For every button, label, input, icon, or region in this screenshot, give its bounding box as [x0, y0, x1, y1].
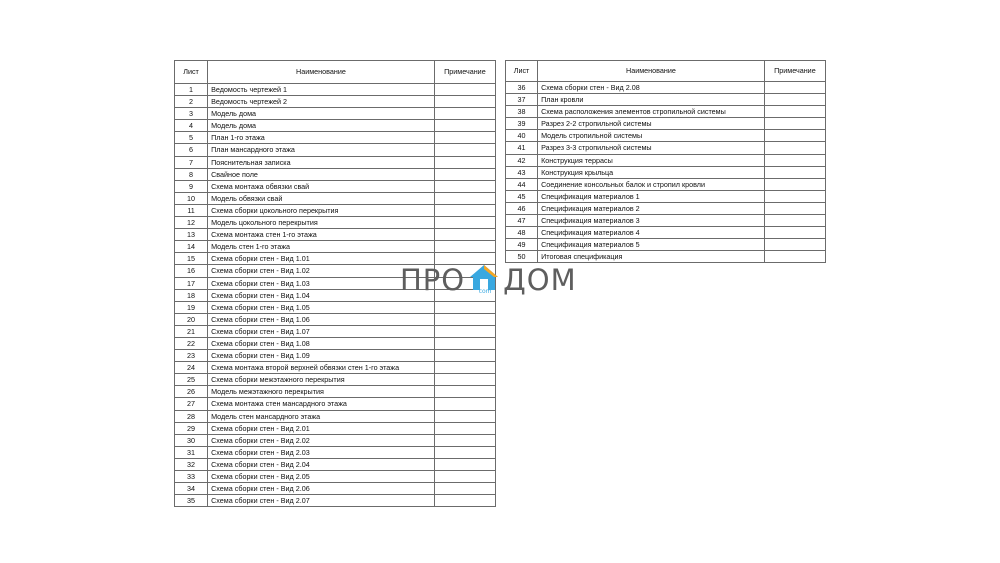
- table-row: [506, 154, 826, 166]
- sheet-name: Схема сборки стен - Вид 1.02: [208, 265, 435, 277]
- sheet-note: [434, 483, 495, 495]
- sheet-note: [764, 202, 825, 214]
- sheet-number: 49: [506, 239, 538, 251]
- table-row: [175, 108, 496, 120]
- table-row: [506, 130, 826, 142]
- watermark-logo: [400, 262, 577, 302]
- sheet-note: [764, 215, 825, 227]
- table-row: [175, 192, 496, 204]
- sheet-number: 41: [506, 142, 538, 154]
- sheet-note: [434, 337, 495, 349]
- sheet-name: Схема сборки стен - Вид 2.07: [208, 495, 435, 507]
- sheet-number: 42: [506, 154, 538, 166]
- table-row: [175, 313, 496, 325]
- sheet-name: Спецификация материалов 4: [538, 227, 765, 239]
- table-row: [506, 118, 826, 130]
- sheet-name: Разрез 3-3 стропильной системы: [538, 142, 765, 154]
- sheet-name: План кровли: [538, 94, 765, 106]
- house-icon: [467, 262, 501, 302]
- sheet-note: [434, 410, 495, 422]
- sheet-note: [764, 251, 825, 263]
- sheet-number: 16: [175, 265, 208, 277]
- sheet-number: 3: [175, 108, 208, 120]
- sheet-name: Схема сборки стен - Вид 2.02: [208, 434, 435, 446]
- sheet-name: План 1-го этажа: [208, 132, 435, 144]
- table-row: [175, 84, 496, 96]
- table-row: [175, 471, 496, 483]
- sheet-name: Модель цокольного перекрытия: [208, 217, 435, 229]
- sheet-name: Свайное поле: [208, 168, 435, 180]
- sheet-note: [764, 142, 825, 154]
- sheet-note: [434, 229, 495, 241]
- sheet-note: [434, 325, 495, 337]
- sheet-number: 35: [175, 495, 208, 507]
- sheet-name: Спецификация материалов 1: [538, 190, 765, 202]
- table-header-row: [175, 61, 496, 84]
- sheet-name: Схема сборки цокольного перекрытия: [208, 204, 435, 216]
- table-row: [175, 446, 496, 458]
- sheet-number: 45: [506, 190, 538, 202]
- sheet-number: 40: [506, 130, 538, 142]
- sheet-name: Спецификация материалов 2: [538, 202, 765, 214]
- sheet-number: 4: [175, 120, 208, 132]
- table-row: [175, 325, 496, 337]
- table-row: [506, 202, 826, 214]
- sheet-number: 32: [175, 458, 208, 470]
- table-row: [175, 374, 496, 386]
- sheet-name: Схема сборки стен - Вид 2.08: [538, 82, 765, 94]
- sheet-number: 27: [175, 398, 208, 410]
- sheet-number: 36: [506, 82, 538, 94]
- sheet-note: [764, 190, 825, 202]
- sheet-name: Ведомость чертежей 1: [208, 84, 435, 96]
- sheet-name: Схема сборки стен - Вид 1.05: [208, 301, 435, 313]
- drawings-list-table-right: [505, 60, 826, 263]
- sheet-note: [434, 84, 495, 96]
- sheet-note: [434, 168, 495, 180]
- sheet-number: 43: [506, 166, 538, 178]
- sheet-number: 50: [506, 251, 538, 263]
- sheet-number: 24: [175, 362, 208, 374]
- sheet-name: Соединение консольных балок и стропил кровли: [538, 178, 765, 190]
- table-row: [506, 227, 826, 239]
- sheet-name: Модель стен мансардного этажа: [208, 410, 435, 422]
- sheet-note: [434, 192, 495, 204]
- sheet-number: 29: [175, 422, 208, 434]
- sheet-name: Схема монтажа стен мансардного этажа: [208, 398, 435, 410]
- table-row: [506, 142, 826, 154]
- sheet-note: [434, 495, 495, 507]
- sheet-name: Схема сборки стен - Вид 2.03: [208, 446, 435, 458]
- sheet-number: 34: [175, 483, 208, 495]
- table-row: [175, 96, 496, 108]
- table-row: [506, 178, 826, 190]
- sheet-number: 38: [506, 106, 538, 118]
- sheet-name: Схема монтажа стен 1-го этажа: [208, 229, 435, 241]
- sheet-note: [434, 217, 495, 229]
- table-row: [175, 120, 496, 132]
- sheet-number: 6: [175, 144, 208, 156]
- sheet-number: 31: [175, 446, 208, 458]
- sheet-note: [434, 132, 495, 144]
- sheet-note: [434, 446, 495, 458]
- sheet-number: 20: [175, 313, 208, 325]
- sheet-number: 17: [175, 277, 208, 289]
- table-row: [175, 301, 496, 313]
- sheet-number: 37: [506, 94, 538, 106]
- sheet-number: 9: [175, 180, 208, 192]
- sheet-name: Конструкция крыльца: [538, 166, 765, 178]
- sheet-number: 11: [175, 204, 208, 216]
- table-row: [175, 337, 496, 349]
- table-row: [506, 239, 826, 251]
- header-name: Наименование: [538, 61, 765, 82]
- sheet-note: [434, 156, 495, 168]
- table-row: [175, 495, 496, 507]
- logo-sub-text: com: [478, 288, 492, 295]
- sheet-number: 44: [506, 178, 538, 190]
- sheet-name: Схема сборки стен - Вид 1.07: [208, 325, 435, 337]
- sheet-name: Схема сборки стен - Вид 2.04: [208, 458, 435, 470]
- sheet-number: 25: [175, 374, 208, 386]
- sheet-name: Схема сборки стен - Вид 2.05: [208, 471, 435, 483]
- sheet-note: [434, 120, 495, 132]
- sheet-name: Схема сборки стен - Вид 1.01: [208, 253, 435, 265]
- sheet-number: 14: [175, 241, 208, 253]
- sheet-note: [434, 241, 495, 253]
- table-row: [506, 94, 826, 106]
- sheet-number: 7: [175, 156, 208, 168]
- sheet-name: Схема расположения элементов стропильной системы: [538, 106, 765, 118]
- sheet-number: 39: [506, 118, 538, 130]
- table-row: [175, 217, 496, 229]
- table-row: [175, 350, 496, 362]
- sheet-number: 22: [175, 337, 208, 349]
- table-row: [175, 483, 496, 495]
- sheet-note: [434, 422, 495, 434]
- sheet-note: [764, 130, 825, 142]
- sheet-note: [434, 313, 495, 325]
- sheet-number: 15: [175, 253, 208, 265]
- sheet-number: 12: [175, 217, 208, 229]
- sheet-name: План мансардного этажа: [208, 144, 435, 156]
- header-note: Примечание: [434, 61, 495, 84]
- table-row: [175, 144, 496, 156]
- sheet-note: [434, 434, 495, 446]
- sheet-note: [434, 350, 495, 362]
- sheet-number: 28: [175, 410, 208, 422]
- sheet-number: 10: [175, 192, 208, 204]
- sheet-name: Модель стропильной системы: [538, 130, 765, 142]
- table-row: [506, 82, 826, 94]
- table-row: [175, 422, 496, 434]
- table-row: [175, 362, 496, 374]
- sheet-note: [764, 106, 825, 118]
- sheet-name: Схема сборки межэтажного перекрытия: [208, 374, 435, 386]
- sheet-name: Разрез 2-2 стропильной системы: [538, 118, 765, 130]
- table-row: [506, 215, 826, 227]
- table-header-row: [506, 61, 826, 82]
- sheet-name: Модель обвязки свай: [208, 192, 435, 204]
- sheet-name: Спецификация материалов 3: [538, 215, 765, 227]
- sheet-name: Модель дома: [208, 120, 435, 132]
- sheet-name: Итоговая спецификация: [538, 251, 765, 263]
- table-row: [175, 204, 496, 216]
- sheet-number: 5: [175, 132, 208, 144]
- sheet-number: 47: [506, 215, 538, 227]
- sheet-note: [764, 178, 825, 190]
- table-row: [175, 458, 496, 470]
- sheet-note: [434, 96, 495, 108]
- sheet-name: Схема сборки стен - Вид 1.09: [208, 350, 435, 362]
- sheet-name: Схема сборки стен - Вид 2.01: [208, 422, 435, 434]
- table-row: [175, 229, 496, 241]
- sheet-note: [764, 166, 825, 178]
- table-row: [175, 398, 496, 410]
- header-note: Примечание: [764, 61, 825, 82]
- sheet-name: Ведомость чертежей 2: [208, 96, 435, 108]
- logo-text-left: ПРО: [400, 263, 466, 297]
- sheet-note: [434, 204, 495, 216]
- sheet-number: 21: [175, 325, 208, 337]
- sheet-number: 23: [175, 350, 208, 362]
- sheet-name: Модель дома: [208, 108, 435, 120]
- table-row: [175, 180, 496, 192]
- sheet-name: Схема сборки стен - Вид 2.06: [208, 483, 435, 495]
- sheet-note: [434, 108, 495, 120]
- sheet-note: [434, 398, 495, 410]
- sheet-note: [764, 118, 825, 130]
- sheet-name: Пояснительная записка: [208, 156, 435, 168]
- table-row: [175, 386, 496, 398]
- table-row: [175, 241, 496, 253]
- sheet-number: 19: [175, 301, 208, 313]
- sheet-number: 18: [175, 289, 208, 301]
- sheet-number: 48: [506, 227, 538, 239]
- sheet-number: 8: [175, 168, 208, 180]
- table-row: [175, 434, 496, 446]
- header-name: Наименование: [208, 61, 435, 84]
- sheet-name: Конструкция террасы: [538, 154, 765, 166]
- sheet-note: [434, 144, 495, 156]
- sheet-number: 33: [175, 471, 208, 483]
- sheet-number: 30: [175, 434, 208, 446]
- table-row: [175, 168, 496, 180]
- sheet-note: [764, 154, 825, 166]
- sheet-number: 2: [175, 96, 208, 108]
- table-row: [175, 132, 496, 144]
- sheet-name: Схема сборки стен - Вид 1.04: [208, 289, 435, 301]
- sheet-note: [764, 82, 825, 94]
- sheet-note: [434, 180, 495, 192]
- sheet-name: Схема монтажа обвязки свай: [208, 180, 435, 192]
- sheet-name: Схема сборки стен - Вид 1.03: [208, 277, 435, 289]
- table-row: [506, 190, 826, 202]
- table-row: [506, 166, 826, 178]
- sheet-name: Модель межэтажного перекрытия: [208, 386, 435, 398]
- sheet-number: 13: [175, 229, 208, 241]
- header-sheet: Лист: [506, 61, 538, 82]
- sheet-number: 26: [175, 386, 208, 398]
- sheet-name: Спецификация материалов 5: [538, 239, 765, 251]
- logo-text-right: ДОМ: [503, 263, 577, 297]
- sheet-note: [764, 227, 825, 239]
- table-row: [175, 156, 496, 168]
- sheet-note: [434, 458, 495, 470]
- sheet-note: [434, 301, 495, 313]
- table-row: [506, 106, 826, 118]
- sheet-number: 46: [506, 202, 538, 214]
- sheet-number: 1: [175, 84, 208, 96]
- sheet-note: [434, 374, 495, 386]
- sheet-note: [764, 94, 825, 106]
- table-row: [175, 410, 496, 422]
- sheet-name: Схема сборки стен - Вид 1.06: [208, 313, 435, 325]
- sheet-name: Схема сборки стен - Вид 1.08: [208, 337, 435, 349]
- sheet-note: [434, 471, 495, 483]
- sheet-note: [764, 239, 825, 251]
- header-sheet: Лист: [175, 61, 208, 84]
- sheet-note: [434, 362, 495, 374]
- sheet-name: Схема монтажа второй верхней обвязки стен 1-го этажа: [208, 362, 435, 374]
- sheet-name: Модель стен 1-го этажа: [208, 241, 435, 253]
- sheet-note: [434, 386, 495, 398]
